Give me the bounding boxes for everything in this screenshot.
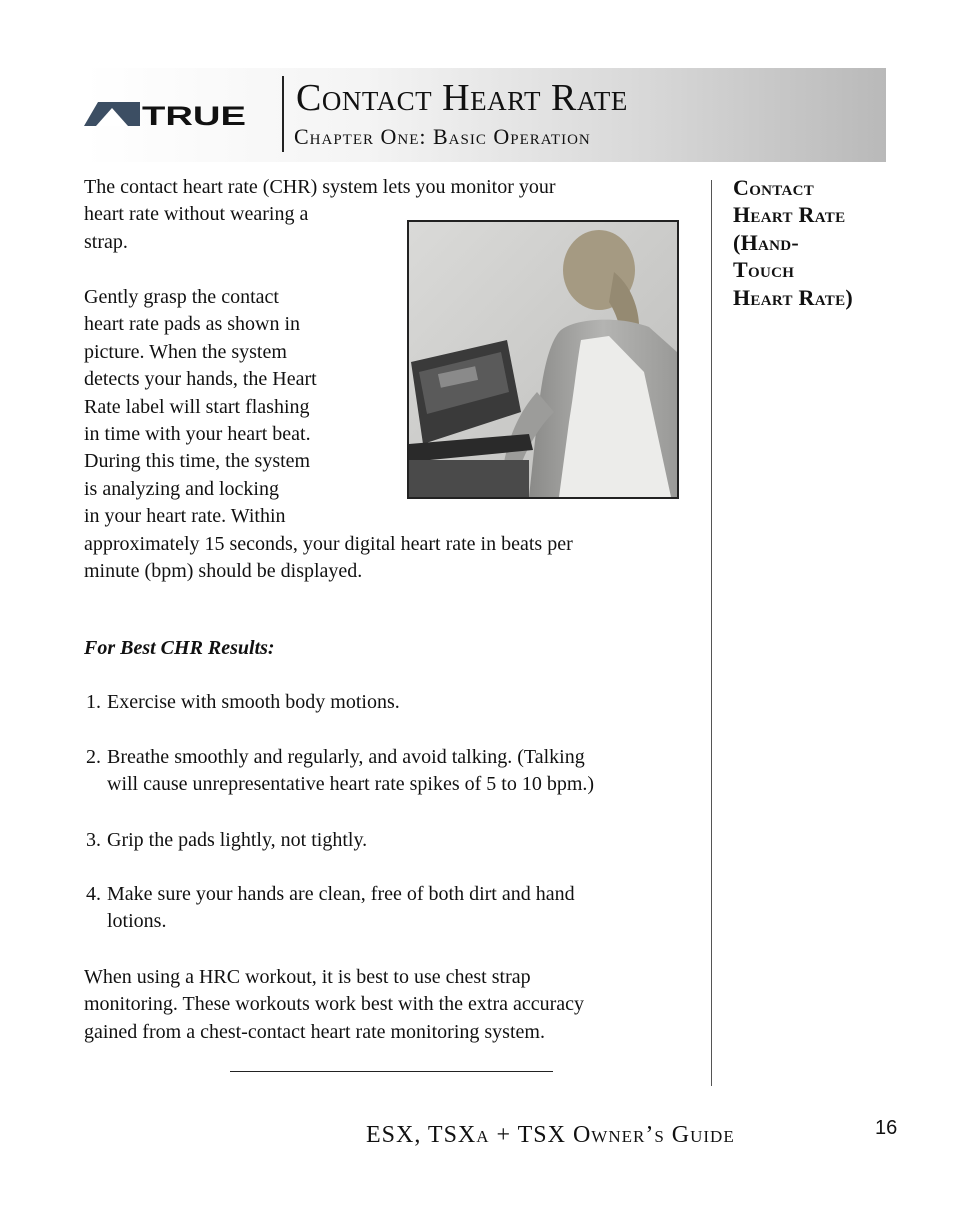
sidebar-heading-line: Heart Rate xyxy=(733,202,846,228)
tip-line: Grip the pads lightly, not tightly. xyxy=(107,829,368,851)
tip-number: 3. xyxy=(86,829,101,851)
grasp-line: in your heart rate. Within xyxy=(84,505,286,528)
intro-line: heart rate without wearing a xyxy=(84,203,309,226)
intro-line: The contact heart rate (CHR) system lets you monitor your xyxy=(84,176,556,198)
page-subtitle: Chapter One: Basic Operation xyxy=(294,124,591,149)
closing-line: gained from a chest-contact heart rate monitoring system. xyxy=(84,1020,545,1043)
grasp-line: minute (bpm) should be displayed. xyxy=(84,560,363,583)
tip-number: 4. xyxy=(86,883,101,905)
sidebar-heading-line: (Hand- xyxy=(733,229,800,255)
grasp-paragraph xyxy=(84,284,404,531)
tip-line: Exercise with smooth body motions. xyxy=(107,691,400,713)
best-results-heading: For Best CHR Results: xyxy=(84,637,275,659)
tip-item xyxy=(86,881,696,936)
true-logo xyxy=(84,102,252,128)
sidebar-heading-line: Contact xyxy=(733,175,815,200)
grasp-line: in time with your heart beat. xyxy=(84,423,311,446)
tip-item xyxy=(86,689,696,716)
intro-line: strap. xyxy=(84,230,128,253)
closing-line: When using a HRC workout, it is best to use chest strap xyxy=(84,966,531,988)
svg-text:TRUE: TRUE xyxy=(142,102,246,128)
grasp-line: heart rate pads as shown in xyxy=(84,313,301,336)
photo-woman-gripping-heart-rate-pads xyxy=(407,220,679,499)
tip-line: will cause unrepresentative heart rate spikes of 5 to 10 bpm.) xyxy=(107,773,595,796)
sidebar-divider xyxy=(711,180,712,1086)
tip-number: 2. xyxy=(86,746,101,768)
footer-title: ESX, TSXa + TSX Owner’s Guide xyxy=(366,1122,735,1148)
tip-line: Make sure your hands are clean, free of both dirt and hand xyxy=(107,883,575,905)
tip-line: Breathe smoothly and regularly, and avoid talking. (Talking xyxy=(107,746,585,768)
closing-line: monitoring. These workouts work best with the extra accuracy xyxy=(84,993,585,1016)
grasp-line: Rate label will start flashing xyxy=(84,395,310,418)
grasp-line: approximately 15 seconds, your digital heart rate in beats per xyxy=(84,533,573,555)
sidebar-heading-line: Touch xyxy=(733,257,795,283)
tip-item xyxy=(86,827,696,854)
page-title: Contact Heart Rate xyxy=(296,77,628,119)
grasp-line: picture. When the system xyxy=(84,340,287,363)
header-divider xyxy=(282,76,284,152)
footer-rule xyxy=(230,1071,553,1072)
grasp-line: During this time, the system xyxy=(84,450,311,473)
sidebar-heading-line: Heart Rate) xyxy=(733,284,854,310)
grasp-line: is analyzing and locking xyxy=(84,477,279,500)
tip-line: lotions. xyxy=(107,910,167,933)
grasp-line: Gently grasp the contact xyxy=(84,286,279,308)
grasp-line: detects your hands, the Heart xyxy=(84,368,317,391)
page-number: 16 xyxy=(875,1117,898,1139)
sidebar-heading xyxy=(733,174,893,311)
tip-number: 1. xyxy=(86,691,101,713)
grasp-paragraph-continued xyxy=(84,531,684,586)
closing-paragraph xyxy=(84,964,696,1046)
tip-item xyxy=(86,744,696,799)
